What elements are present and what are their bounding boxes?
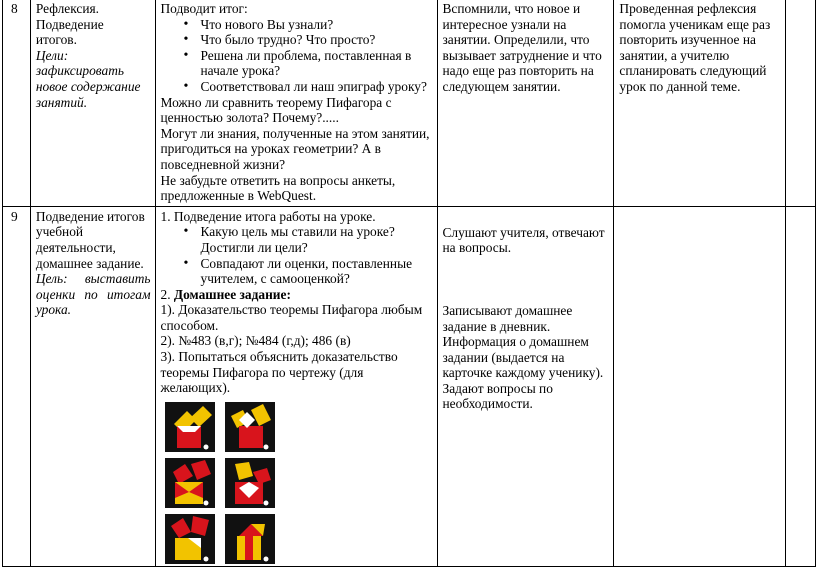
puzzle-image [165,402,215,452]
stage-goal: Цель: выставить оценки по итогам урока. [35,271,151,318]
teacher-activity-cell [155,0,437,206]
puzzle-image [225,458,275,508]
puzzle-image [165,458,215,508]
homework-item: 3). Попытаться объяснить доказательство теоремы Пифагора по чертежу (для желающих). [160,349,398,396]
lesson-plan-table [2,0,816,567]
list-item: • Решена ли проблема, поставленная в начале урока? [201,48,433,79]
empty-cell [786,0,816,206]
puzzle-tile [165,514,215,564]
puzzle-image [225,514,275,564]
student-activity-cell [437,206,614,566]
puzzle-image [225,402,275,452]
stage-title: Рефлексия. Подведение итогов. [35,1,104,48]
puzzle-tile [165,458,215,508]
list-item: • Совпадают ли оценки, поставленные учителем, с самооценкой? [201,256,433,287]
pythagoras-puzzle-grid [165,402,433,564]
empty-cell [786,206,816,566]
homework-heading: 2. Домашнее задание: [160,286,291,302]
paragraph: Вспомнили, что новое и интересное узнали на занятии. Определили, что вызывает затруднение и что надо еще раз повторить на следующем занятии. [442,1,602,94]
teacher-lead: Подводит итог: [160,1,248,16]
puzzle-tile [225,514,275,564]
stage-title: Подведение итогов учебной деятельности, домашнее задание. [35,208,145,271]
teacher-lead: 1. Подведение итога работы на уроке. [160,208,376,224]
stage-cell [30,0,155,206]
teacher-activity-cell [155,206,437,566]
paragraph: Проведенная рефлексия помогла ученикам еще раз повторить изученное на занятии, а учителю спланировать следующий урок по данной теме. [619,1,771,94]
puzzle-image [165,514,215,564]
table-row [3,206,816,566]
question-list [161,17,433,95]
paragraph: Записывают домашнее задание в дневник. Информация о домашнем задании (выдается на карточке каждому ученику). Задают вопросы по необходимости. [442,302,604,412]
stage-goal: Цели: зафиксировать новое содержание занятий. [35,47,141,110]
list-item: • Что было трудно? Что просто? [201,32,433,48]
list-item: • Соответствовал ли наш эпиграф уроку? [201,79,433,95]
homework-item: 2). №483 (в,г); №484 (г,д); 486 (в) [160,333,351,349]
puzzle-tile [225,402,275,452]
student-activity-cell [437,0,614,206]
homework-item: 1). Доказательство теоремы Пифагора любым способом. [160,302,423,333]
stage-cell [30,206,155,566]
row-number: 9 [3,206,31,566]
paragraph: Можно ли сравнить теорему Пифагора с ценностью золота? Почему?..... [160,94,392,126]
paragraph: Слушают учителя, отвечают на вопросы. [442,224,605,256]
paragraph: Могут ли знания, полученные на этом занятии, пригодиться на уроках геометрии? А в повседневной жизни? [160,125,430,172]
table-row [3,0,816,206]
question-list [161,224,433,286]
puzzle-tile [225,458,275,508]
result-cell [614,0,786,206]
puzzle-tile [165,402,215,452]
list-item: • Какую цель мы ставили на уроке? Достигли ли цели? [201,224,433,255]
list-item: • Что нового Вы узнали? [201,17,433,33]
paragraph: Не забудьте ответить на вопросы анкеты, предложенные в WebQuest. [160,172,396,204]
result-cell [614,206,786,566]
row-number: 8 [3,0,31,206]
